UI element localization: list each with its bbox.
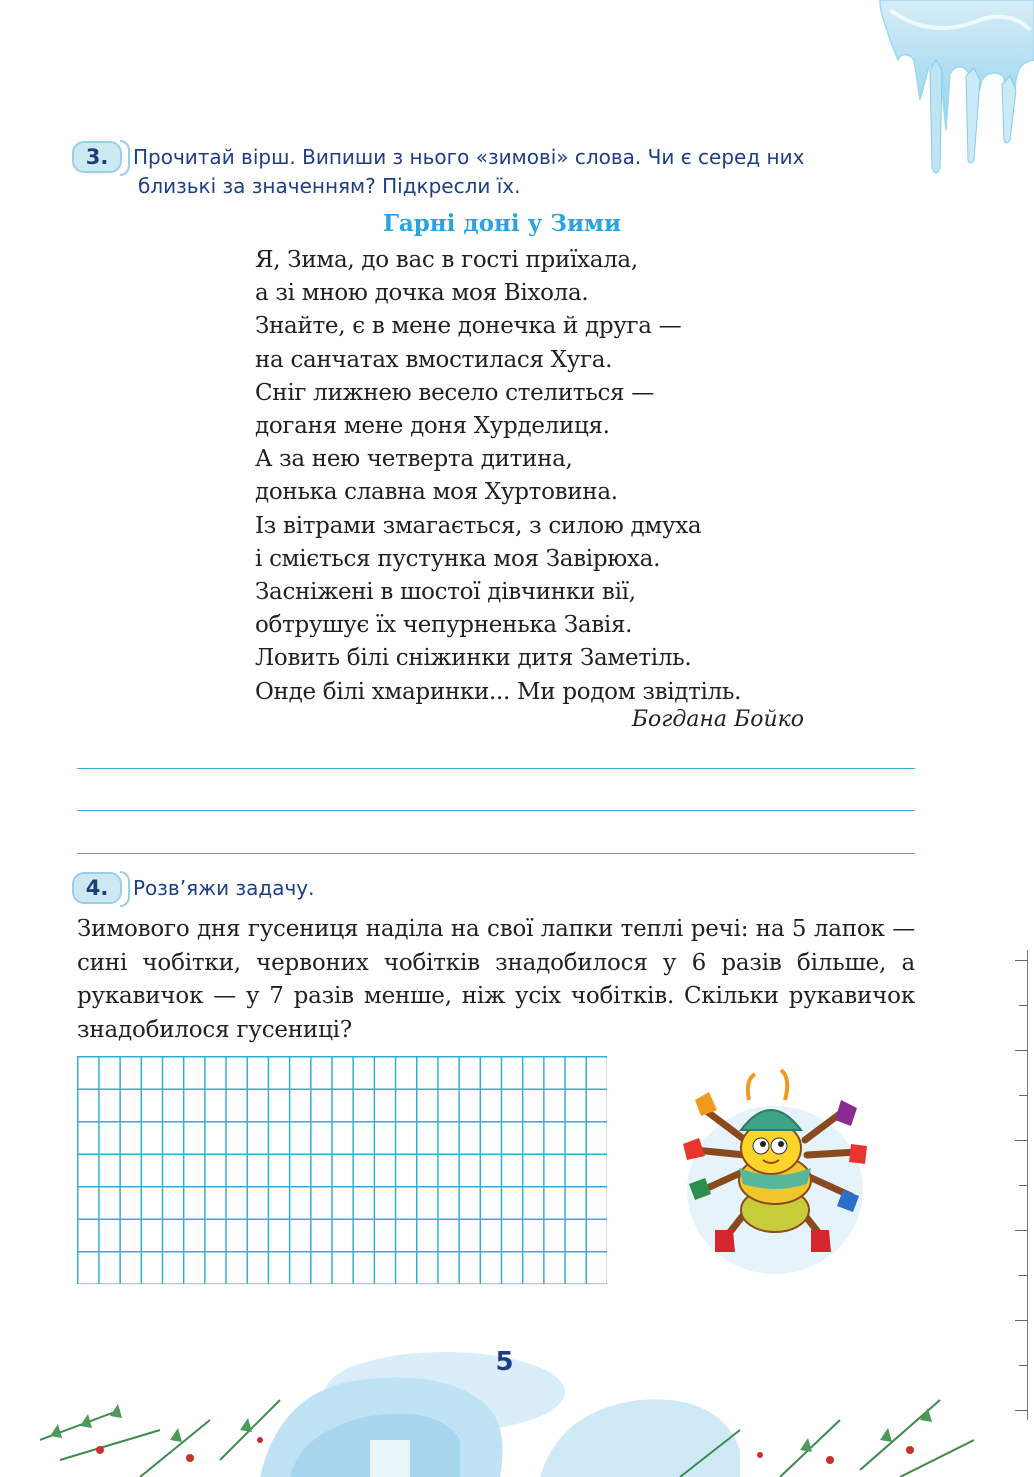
task-3-instruction bbox=[133, 143, 915, 201]
poem-line: Засніжені в шостої дівчинки вії, bbox=[255, 579, 636, 606]
poem-line: Сніг лижнею весело стелиться — bbox=[255, 379, 654, 406]
task-4-number-badge bbox=[72, 872, 122, 904]
poem-line: доганя мене доня Хурделиця. bbox=[255, 413, 610, 440]
task-4-instruction: Розв’яжи задачу. bbox=[133, 876, 315, 900]
poem-line: А за нею четверта дитина, bbox=[255, 446, 573, 473]
task-3-number-badge bbox=[72, 141, 122, 173]
poem-line: Я, Зима, до вас в гості приїхала, bbox=[255, 247, 638, 273]
poem-title: Гарні доні у Зими bbox=[382, 210, 622, 237]
poem-body bbox=[255, 244, 741, 709]
poem-line: Знайте, є в мене донечка й друга — bbox=[255, 313, 682, 340]
poem-line: Онде білі хмаринки... Ми родом звідтіль. bbox=[255, 678, 742, 705]
winter-mushrooms-illustration bbox=[40, 1320, 974, 1477]
answer-line-2[interactable] bbox=[77, 810, 915, 811]
task-3-instruction-line-2: близькі за значенням? Підкресли їх. bbox=[138, 174, 521, 198]
task-4-number: 4. bbox=[85, 876, 109, 900]
poem-line: на санчатах вмостилася Хуга. bbox=[255, 346, 613, 373]
task-3-instruction-line-1: Прочитай вірш. Випиши з нього «зимові» слова. Чи є серед них bbox=[133, 145, 805, 169]
page-number: 5 bbox=[495, 1347, 514, 1377]
answer-grid[interactable] bbox=[77, 1056, 607, 1284]
poem-author: Богдана Бойко bbox=[631, 707, 804, 732]
answer-line-1[interactable] bbox=[77, 768, 915, 769]
poem-line: донька славна моя Хуртовина. bbox=[255, 479, 618, 506]
page-ruler bbox=[1015, 950, 1028, 1420]
task-4-problem-text: Зимового дня гусениця наділа на свої лапки теплі речі: на 5 лапок — сині чобітки, червоних чобітків знадобилося у 6 разів більше, а рукавичок — у 7 разів менше, ніж усіх чобітків. Скільки рукавичок знадобилося гусениці? bbox=[77, 916, 915, 1043]
poem-line: Із вітрами змагається, з силою дмуха bbox=[255, 512, 702, 539]
poem-line: Ловить білі сніжинки дитя Заметіль. bbox=[255, 645, 692, 672]
caterpillar-illustration bbox=[675, 1060, 875, 1285]
poem-line: і сміється пустунка моя Завірюха. bbox=[255, 545, 661, 572]
poem-line: обтрушує їх чепурненька Завія. bbox=[255, 612, 633, 639]
task-3-number: 3. bbox=[85, 145, 109, 169]
answer-line-3[interactable] bbox=[77, 853, 915, 854]
poem-line: а зі мною дочка моя Віхола. bbox=[255, 280, 589, 307]
